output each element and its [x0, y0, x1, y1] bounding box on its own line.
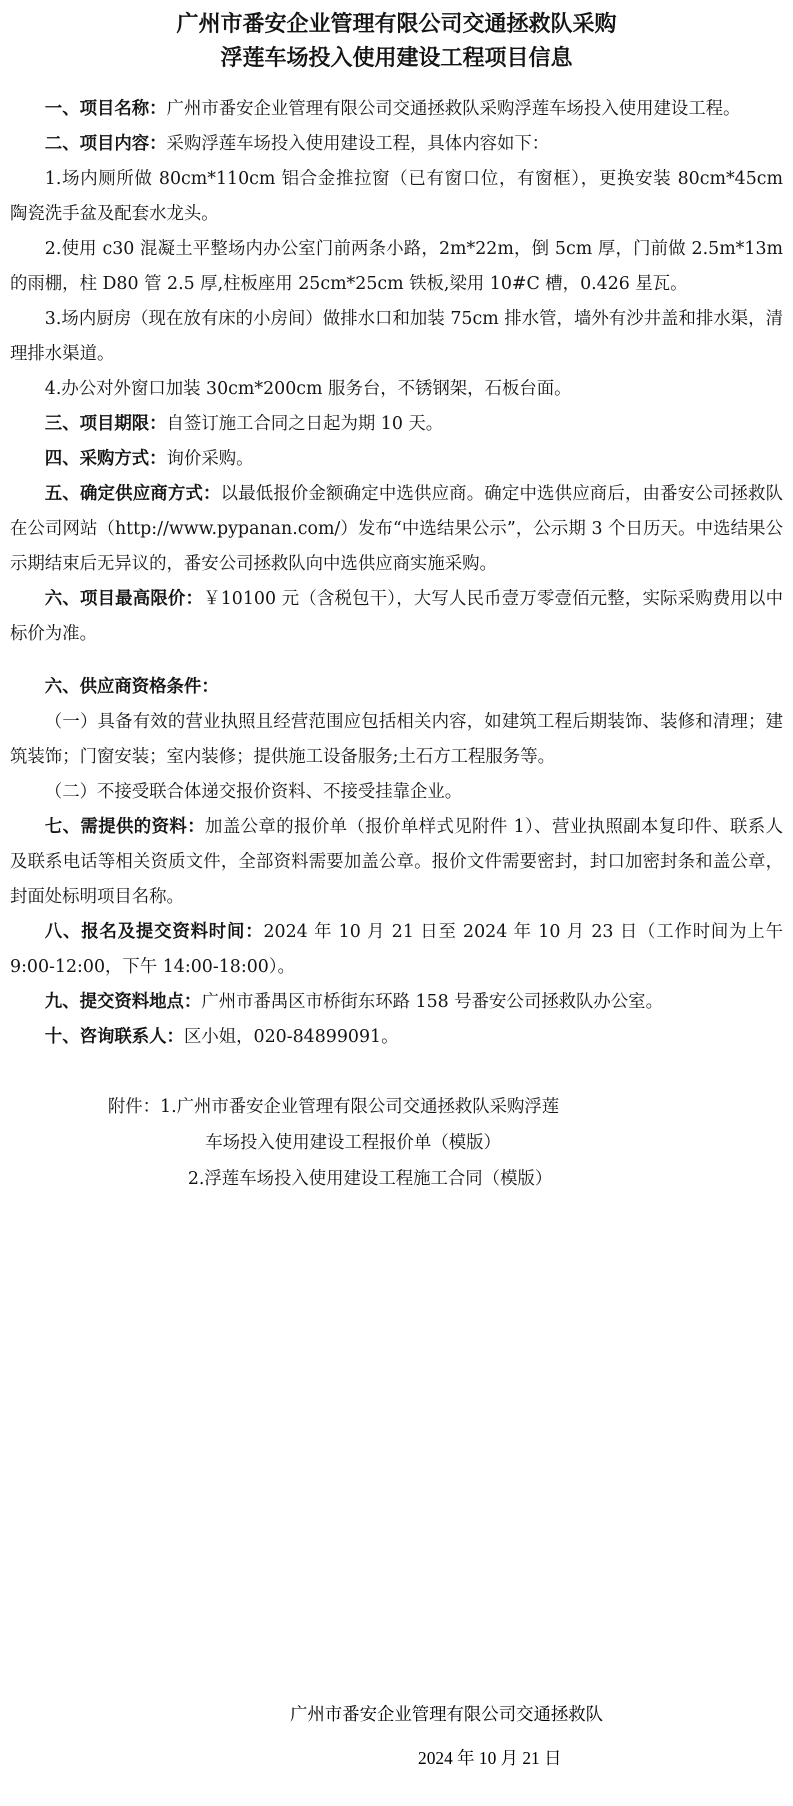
section-label: 六、供应商资格条件：	[44, 677, 219, 697]
signature-organization: 广州市番安企业管理有限公司交通拯救队	[290, 1704, 604, 1724]
section-text: 区小姐，020-84899091。	[183, 1027, 399, 1047]
section-text: 询价采购。	[166, 449, 254, 469]
section-text: 广州市番安企业管理有限公司交通拯救队采购浮莲车场投入使用建设工程。	[166, 99, 741, 119]
section-label: 六、项目最高限价：	[44, 589, 204, 609]
section-contact-person	[10, 1020, 783, 1055]
section-max-price	[10, 582, 783, 652]
section-text: 2024 年 10 月 21 日至 2024 年 10 月 23 日（工作时间为上午 9:00-12:00，下午 14:00-18:00）。	[10, 922, 783, 977]
section-project-name	[10, 92, 783, 127]
section-project-content	[10, 127, 783, 162]
attachment-row-1	[10, 1089, 783, 1125]
section-label: 三、项目期限：	[44, 414, 167, 434]
attachment-1-line-1: 1.广州市番安企业管理有限公司交通拯救队采购浮莲	[160, 1097, 560, 1117]
section-label: 八、报名及提交资料时间：	[44, 922, 264, 942]
section-text: 自签订施工合同之日起为期 10 天。	[166, 414, 444, 434]
section-project-period	[10, 407, 783, 442]
section-supplier-selection	[10, 477, 783, 582]
content-item-4: 4.办公对外窗口加装 30cm*200cm 服务台，不锈钢架，石板台面。	[44, 379, 572, 399]
title-line-1: 广州市番安企业管理有限公司交通拯救队采购	[176, 12, 617, 37]
signature-date: 2024 年 10 月 21 日	[418, 1748, 562, 1768]
section-text: 采购浮莲车场投入使用建设工程，具体内容如下：	[166, 134, 550, 154]
section-label: 一、项目名称：	[44, 99, 167, 119]
qualification-item-1: （一）具备有效的营业执照且经营范围应包括相关内容，如建筑工程后期装饰、装修和清理；建筑装饰；门窗安装；室内装修；提供施工设备服务;土石方工程服务等。	[10, 712, 783, 767]
section-label: 五、确定供应商方式：	[44, 484, 221, 504]
document-title	[10, 8, 783, 76]
attachments-label: 附件：	[107, 1097, 160, 1117]
section-label: 九、提交资料地点：	[44, 992, 202, 1012]
attachments	[10, 1089, 783, 1197]
section-label: 七、需提供的资料：	[44, 817, 206, 837]
attachment-2: 2.浮莲车场投入使用建设工程施工合同（模版）	[187, 1169, 553, 1189]
spacer	[10, 652, 783, 670]
section-required-materials	[10, 810, 783, 915]
section-text: 广州市番禺区市桥街东环路 158 号番安公司拯救队办公室。	[201, 992, 663, 1012]
section-text: 以最低报价金额确定中选供应商。确定中选供应商后，由番安公司拯救队在公司网站（http://www.pypanan.com/）发布“中选结果公示”，公示期 3 个日历天。中选结果公示期结束后无异议的，番安公司拯救队向中选供应商实施采购。	[10, 484, 783, 574]
section-submission-location	[10, 985, 783, 1020]
section-submission-time	[10, 915, 783, 985]
section-text: 加盖公章的报价单（报价单样式见附件 1）、营业执照副本复印件、联系人及联系电话等相关资质文件，全部资料需要加盖公章。报价文件需要密封，封口加密封条和盖公章，封面处标明项目名称。	[10, 817, 783, 907]
spacer	[10, 1055, 783, 1089]
content-item-2: 2.使用 c30 混凝土平整场内办公室门前两条小路，2m*22m，倒 5cm 厚，门前做 2.5m*13m 的雨棚，柱 D80 管 2.5 厚,柱板座用 25cm*25cm 铁板,梁用 10#C 槽，0.426 星瓦。	[10, 239, 783, 294]
section-label: 十、咨询联系人：	[44, 1027, 184, 1047]
content-item-1: 1.场内厕所做 80cm*110cm 铝合金推拉窗（已有窗口位，有窗框），更换安装 80cm*45cm 陶瓷洗手盆及配套水龙头。	[10, 169, 783, 224]
section-supplier-qualifications	[10, 670, 783, 705]
section-label: 二、项目内容：	[44, 134, 167, 154]
content-item-3: 3.场内厨房（现在放有床的小房间）做排水口和加装 75cm 排水管，墙外有沙井盖和排水渠，清理排水渠道。	[10, 309, 783, 364]
section-procurement-method	[10, 442, 783, 477]
attachment-1-line-2: 车场投入使用建设工程报价单（模版）	[205, 1133, 501, 1153]
section-label: 四、采购方式：	[44, 449, 167, 469]
title-line-2: 浮莲车场投入使用建设工程项目信息	[220, 46, 573, 71]
qualification-item-2: （二）不接受联合体递交报价资料、不接受挂靠企业。	[44, 782, 463, 802]
section-text: ￥10100 元（含税包干），大写人民币壹万零壹佰元整，实际采购费用以中标价为准。	[10, 589, 783, 644]
